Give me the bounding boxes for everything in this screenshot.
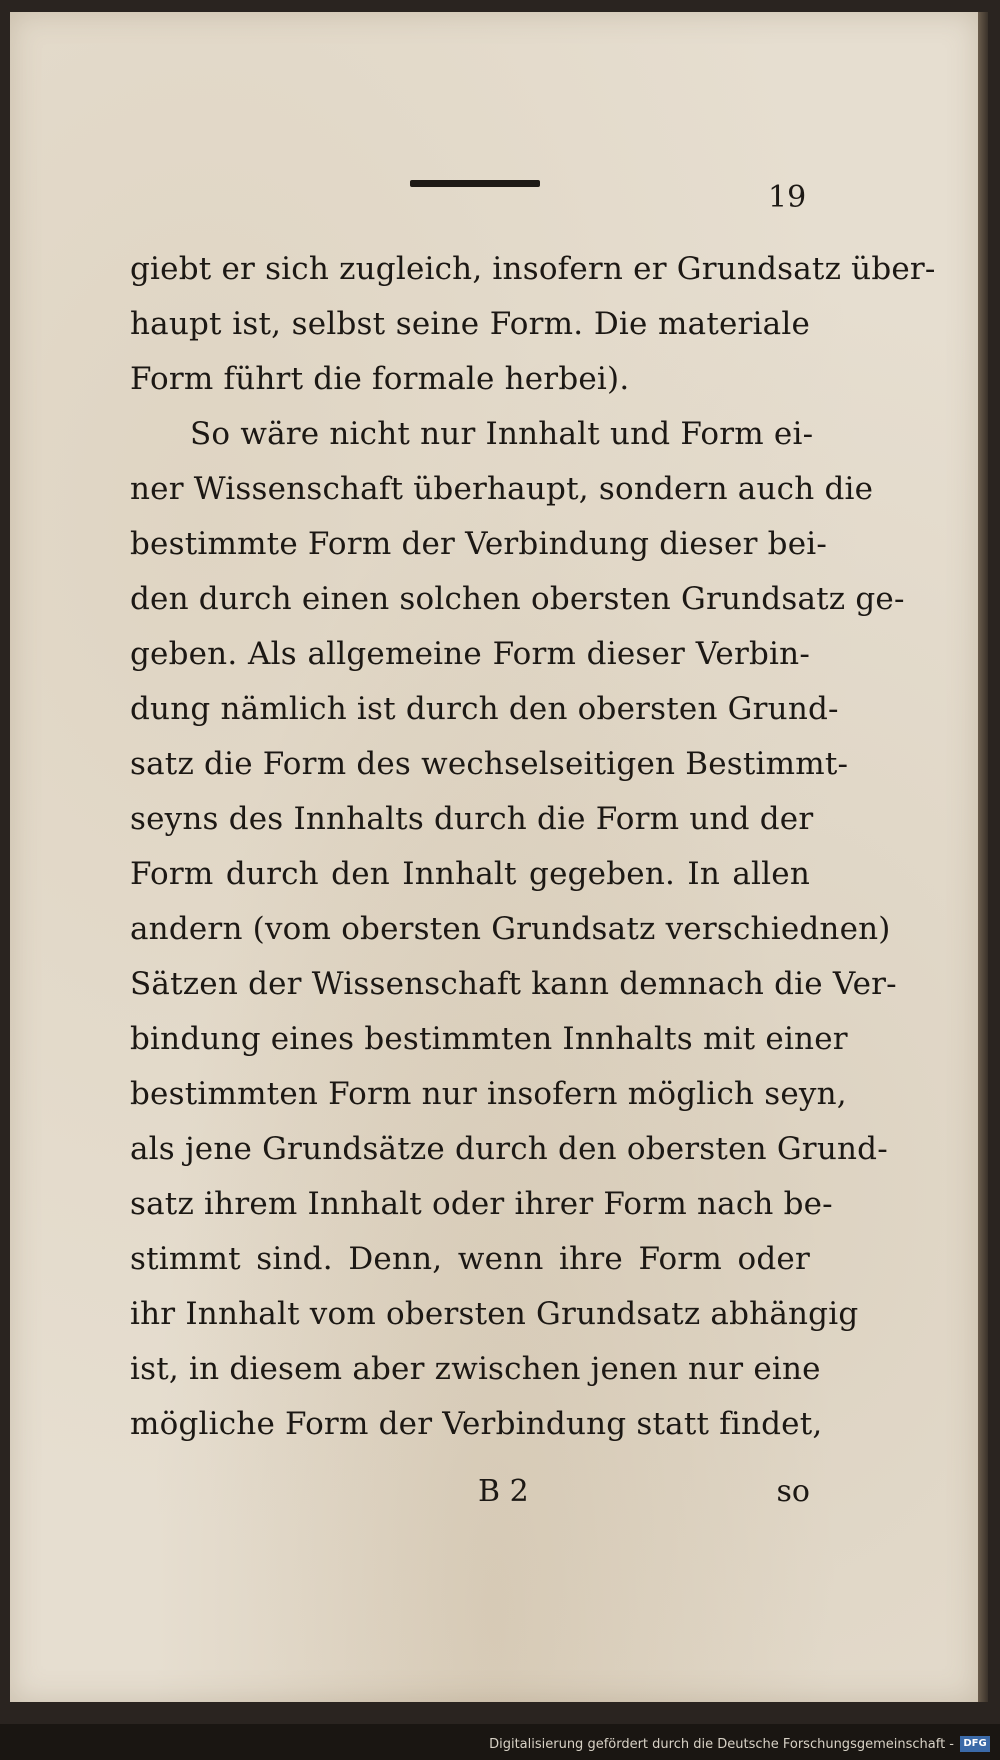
- text-line: seyns des Innhalts durch die Form und der: [130, 801, 814, 837]
- text-line: haupt ist, selbst seine Form. Die materiale: [130, 306, 810, 342]
- page-number: 19: [768, 180, 807, 215]
- text-line: dung nämlich ist durch den obersten Grund-: [130, 691, 839, 727]
- text-line: ist, in diesem aber zwischen jenen nur eine: [130, 1351, 821, 1387]
- text-line: Form führt die formale herbei).: [130, 361, 630, 397]
- text-line: den durch einen solchen obersten Grundsatz ge-: [130, 581, 905, 617]
- text-line: Sätzen der Wissenschaft kann demnach die Ver-: [130, 966, 897, 1002]
- funding-credit: Digitalisierung gefördert durch die Deutsche Forschungsgemeinschaft -: [489, 1737, 954, 1752]
- catchword: so: [776, 1474, 810, 1509]
- text-line: satz die Form des wechselseitigen Bestimmt-: [130, 746, 849, 782]
- text-line: Form durch den Innhalt gegeben. In allen: [130, 856, 810, 892]
- text-line: als jene Grundsätze durch den obersten Grund-: [130, 1131, 888, 1167]
- page-footer: [130, 1474, 810, 1524]
- body-text: [130, 242, 936, 1452]
- text-line: andern (vom obersten Grundsatz verschiednen): [130, 911, 891, 947]
- header-rule: [410, 180, 540, 187]
- dfg-logo: DFG: [960, 1736, 990, 1752]
- text-line: So wäre nicht nur Innhalt und Form ei-: [190, 416, 814, 452]
- text-line: satz ihrem Innhalt oder ihrer Form nach be-: [130, 1186, 833, 1222]
- text-line: bindung eines bestimmten Innhalts mit einer: [130, 1021, 848, 1057]
- text-line: ner Wissenschaft überhaupt, sondern auch die: [130, 471, 874, 507]
- text-line: bestimmte Form der Verbindung dieser bei-: [130, 526, 828, 562]
- text-line: mögliche Form der Verbindung statt findet,: [130, 1406, 823, 1442]
- text-line: ihr Innhalt vom obersten Grundsatz abhängig: [130, 1296, 859, 1332]
- credit-bar: [0, 1724, 1000, 1760]
- text-line: bestimmten Form nur insofern möglich seyn,: [130, 1076, 847, 1112]
- book-page: [10, 12, 978, 1702]
- text-line: geben. Als allgemeine Form dieser Verbin-: [130, 636, 810, 672]
- signature-mark: B 2: [478, 1474, 529, 1509]
- text-line: stimmt sind. Denn, wenn ihre Form oder: [130, 1241, 810, 1277]
- page-edge: [978, 12, 988, 1702]
- text-line: giebt er sich zugleich, insofern er Grundsatz über-: [130, 251, 936, 287]
